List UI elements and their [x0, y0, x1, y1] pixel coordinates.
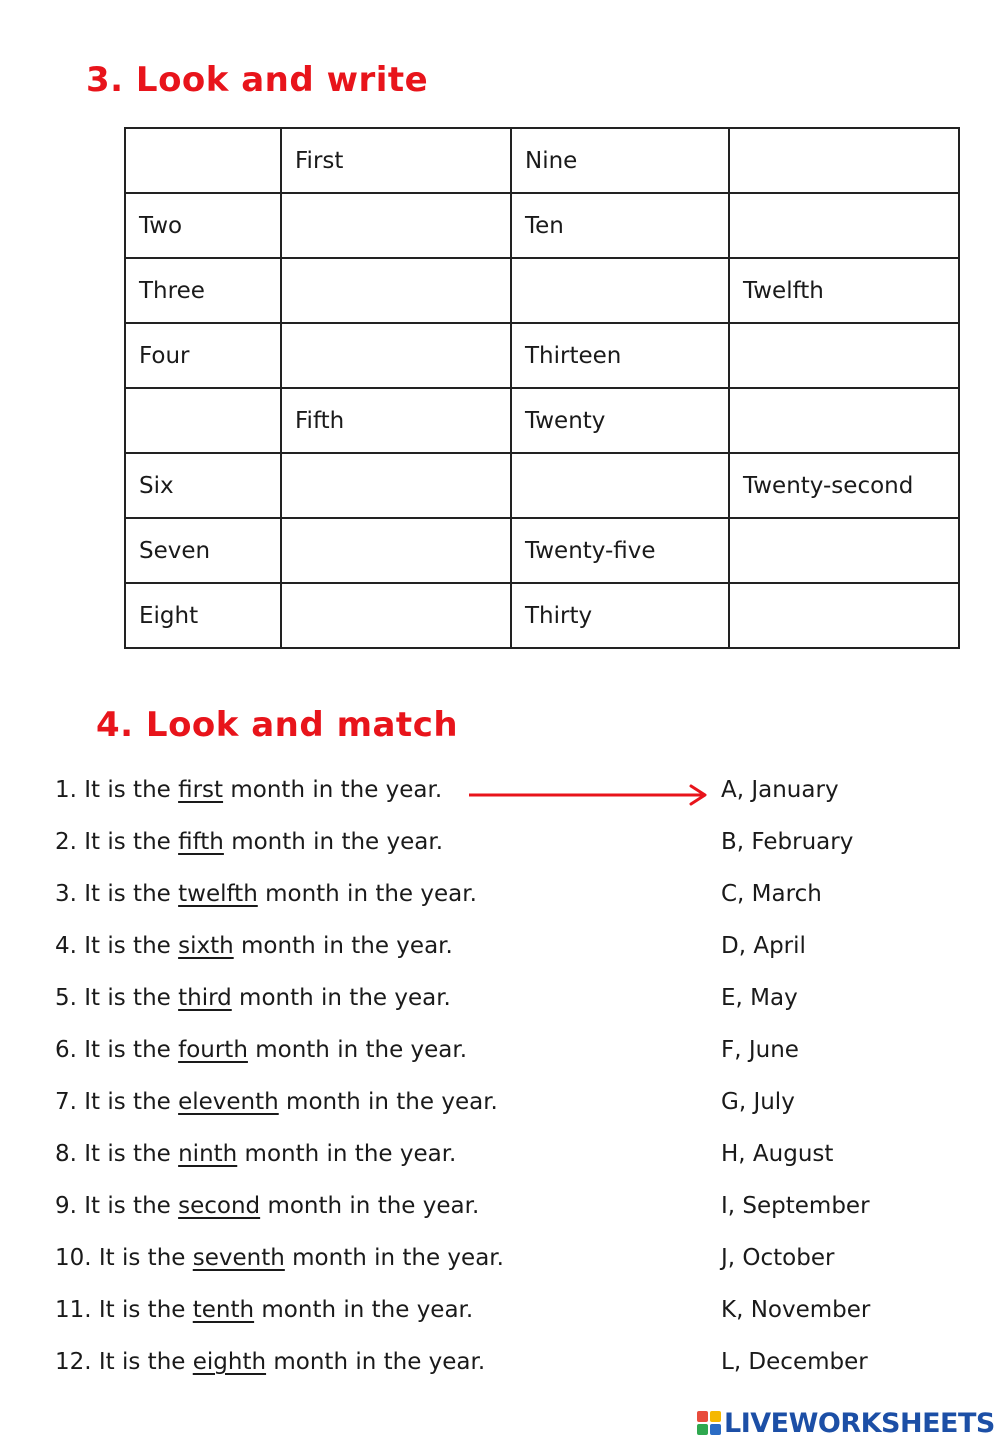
- table-row: [125, 128, 959, 193]
- blank-cell[interactable]: [281, 583, 511, 648]
- question-suffix: month in the year.: [260, 1193, 480, 1219]
- table-cell: Twelfth: [729, 258, 959, 323]
- question-prefix: 11. It is the: [55, 1297, 193, 1323]
- question-item: [55, 1187, 504, 1239]
- answer-item[interactable]: E, May: [721, 985, 798, 1011]
- table-row: [125, 518, 959, 583]
- answer-item[interactable]: I, September: [721, 1193, 870, 1219]
- blank-cell[interactable]: [511, 258, 729, 323]
- table-cell: Ten: [511, 193, 729, 258]
- table-cell: Fifth: [281, 388, 511, 453]
- blank-cell[interactable]: [729, 518, 959, 583]
- question-ordinal: second: [178, 1193, 261, 1219]
- question-suffix: month in the year.: [247, 1037, 468, 1063]
- table-cell: Twenty-five: [511, 518, 729, 583]
- question-prefix: 9. It is the: [55, 1193, 179, 1219]
- blank-cell[interactable]: [729, 388, 959, 453]
- question-suffix: month in the year.: [257, 881, 477, 907]
- table-cell: Three: [125, 258, 281, 323]
- table-cell: Four: [125, 323, 281, 388]
- blank-cell[interactable]: [281, 518, 511, 583]
- question-ordinal: sixth: [178, 933, 234, 959]
- answer-item[interactable]: A, January: [721, 777, 839, 803]
- table-cell: Twenty: [511, 388, 729, 453]
- question-item: [55, 1291, 504, 1343]
- answer-item[interactable]: G, July: [721, 1089, 795, 1115]
- question-suffix: month in the year.: [278, 1089, 498, 1115]
- question-suffix: month in the year.: [233, 933, 453, 959]
- answer-item[interactable]: J, October: [721, 1245, 835, 1271]
- question-ordinal: seventh: [192, 1245, 285, 1271]
- blank-cell[interactable]: [281, 258, 511, 323]
- table-row: [125, 388, 959, 453]
- answer-item[interactable]: H, August: [721, 1141, 834, 1167]
- question-ordinal: tenth: [192, 1297, 255, 1323]
- answer-item[interactable]: C, March: [721, 881, 822, 907]
- liveworksheets-logo: [697, 1409, 995, 1437]
- question-item: [55, 979, 504, 1031]
- question-ordinal: fifth: [178, 829, 224, 855]
- question-suffix: month in the year.: [223, 777, 443, 803]
- question-prefix: 10. It is the: [55, 1245, 193, 1271]
- question-suffix: month in the year.: [231, 985, 451, 1011]
- blank-cell[interactable]: [511, 453, 729, 518]
- section-3-heading: 3. Look and write: [86, 60, 429, 100]
- table-cell: Six: [125, 453, 281, 518]
- answer-item[interactable]: B, February: [721, 829, 854, 855]
- question-prefix: 3. It is the: [55, 881, 179, 907]
- question-ordinal: eleventh: [178, 1089, 279, 1115]
- question-prefix: 4. It is the: [55, 933, 179, 959]
- blank-cell[interactable]: [281, 323, 511, 388]
- question-prefix: 12. It is the: [55, 1349, 193, 1375]
- question-ordinal: first: [178, 777, 224, 803]
- question-item: [55, 1083, 504, 1135]
- logo-text: LIVEWORKSHEETS: [724, 1407, 995, 1439]
- question-prefix: 2. It is the: [55, 829, 179, 855]
- table-row: [125, 323, 959, 388]
- question-ordinal: fourth: [178, 1037, 248, 1063]
- answer-list: [721, 771, 870, 1395]
- question-prefix: 1. It is the: [55, 777, 179, 803]
- table-row: [125, 258, 959, 323]
- question-item: [55, 1031, 504, 1083]
- ordinal-table: [124, 127, 960, 649]
- blank-cell[interactable]: [281, 453, 511, 518]
- table-cell: Seven: [125, 518, 281, 583]
- answer-item[interactable]: D, April: [721, 933, 806, 959]
- question-item: [55, 875, 504, 927]
- answer-item[interactable]: L, December: [721, 1349, 868, 1375]
- table-cell: Eight: [125, 583, 281, 648]
- question-suffix: month in the year.: [237, 1141, 457, 1167]
- question-suffix: month in the year.: [266, 1349, 486, 1375]
- question-suffix: month in the year.: [284, 1245, 504, 1271]
- question-item: [55, 823, 504, 875]
- answer-item[interactable]: F, June: [721, 1037, 799, 1063]
- question-prefix: 6. It is the: [55, 1037, 179, 1063]
- table-cell: Twenty-second: [729, 453, 959, 518]
- question-ordinal: third: [178, 985, 232, 1011]
- question-item: [55, 771, 504, 823]
- question-item: [55, 1135, 504, 1187]
- question-ordinal: eighth: [192, 1349, 267, 1375]
- question-prefix: 5. It is the: [55, 985, 179, 1011]
- blank-cell[interactable]: [729, 128, 959, 193]
- question-item: [55, 1343, 504, 1395]
- question-suffix: month in the year.: [223, 829, 444, 855]
- table-row: [125, 453, 959, 518]
- table-row: [125, 583, 959, 648]
- question-list: [55, 771, 504, 1395]
- question-ordinal: twelfth: [178, 881, 258, 907]
- question-item: [55, 927, 504, 979]
- match-arrow: [465, 780, 723, 810]
- blank-cell[interactable]: [729, 193, 959, 258]
- question-suffix: month in the year.: [254, 1297, 474, 1323]
- blank-cell[interactable]: [281, 193, 511, 258]
- question-ordinal: ninth: [178, 1141, 238, 1167]
- blank-cell[interactable]: [729, 583, 959, 648]
- question-prefix: 7. It is the: [55, 1089, 179, 1115]
- table-cell: Thirteen: [511, 323, 729, 388]
- table-row: [125, 193, 959, 258]
- blank-cell[interactable]: [125, 388, 281, 453]
- table-cell: Thirty: [511, 583, 729, 648]
- blank-cell[interactable]: [125, 128, 281, 193]
- blank-cell[interactable]: [729, 323, 959, 388]
- table-cell: Two: [125, 193, 281, 258]
- question-prefix: 8. It is the: [55, 1141, 179, 1167]
- section-4-heading: 4. Look and match: [96, 705, 459, 745]
- question-item: [55, 1239, 504, 1291]
- logo-icon: [697, 1411, 721, 1435]
- answer-item[interactable]: K, November: [721, 1297, 871, 1323]
- table-cell: First: [281, 128, 511, 193]
- table-cell: Nine: [511, 128, 729, 193]
